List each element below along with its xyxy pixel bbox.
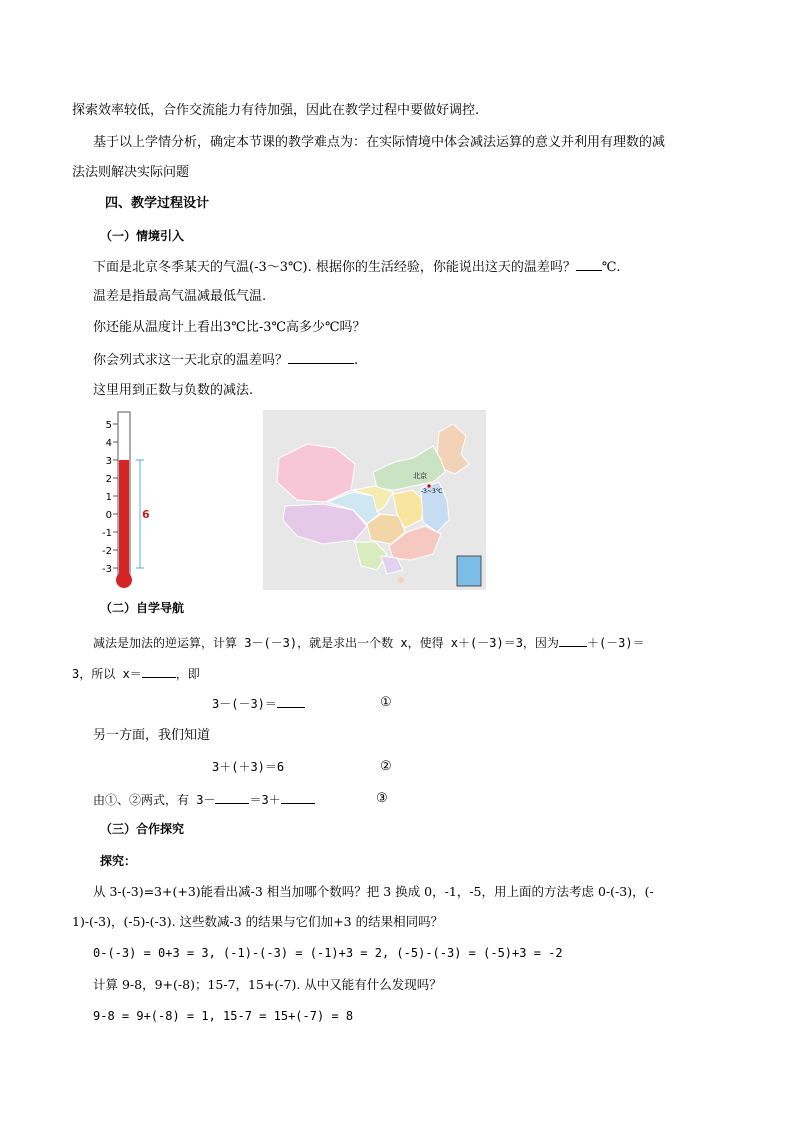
answer-blank — [215, 789, 249, 804]
paragraph-line — [93, 256, 621, 278]
paragraph-line: 从 3-(-3)=3+(+3)能看出减-3 相当加哪个数吗？把 3 换成 0，-1，-5，用上面的方法考虑 0-(-3)，(- — [93, 884, 654, 899]
thermometer-figure — [98, 408, 168, 590]
text: ＝3＋ — [249, 793, 281, 807]
thermometer-mercury — [119, 460, 129, 578]
text: ，即 — [175, 667, 200, 681]
south-sea-inset — [457, 556, 481, 586]
paragraph-line: 1)-(-3)，(-5)-(-3). 这些数减-3 的结果与它们加+3 的结果相同吗？ — [72, 914, 444, 929]
paragraph-line — [93, 349, 358, 371]
calculation-line: 0-(-3) = 0+3 = 3, (-1)-(-3) = (-1)+3 = 2, (-5)-(-3) = (-5)+3 = -2 — [93, 946, 563, 960]
equation — [212, 693, 305, 714]
paragraph-line: 计算 9-8，9+(-8)；15-7，15+(-7). 从中又能有什么发现吗？ — [93, 977, 442, 992]
thermometer-tick-label: 0 — [105, 510, 112, 521]
text: ℃. — [601, 260, 621, 275]
thermometer-tick-label: -2 — [102, 546, 112, 557]
thermometer-tick-label: -1 — [102, 528, 112, 539]
text: 由①、②两式，有 3－ — [93, 793, 216, 807]
thermometer-tick-label: 5 — [105, 420, 112, 431]
paragraph-line — [93, 632, 645, 653]
text: ＋(－3)＝ — [586, 636, 645, 650]
answer-blank — [576, 256, 602, 271]
region-xinjiang — [277, 444, 355, 502]
map-drawing — [263, 410, 486, 590]
paragraph-line: 基于以上学情分析，确定本节课的教学难点为：在实际情境中体会减法运算的意义并利用有理数的减 — [93, 135, 666, 150]
answer-blank — [288, 349, 354, 364]
equation-number: ① — [380, 695, 392, 710]
island-hainan — [398, 577, 404, 583]
text: 下面是北京冬季某天的气温(-3～3℃). 根据你的生活经验，你能说出这天的温差吗？ — [93, 260, 576, 275]
paragraph-line: 法法则解决实际问题 — [72, 165, 190, 180]
equation: 3＋(＋3)＝6 — [212, 760, 285, 774]
calculation-line: 9-8 = 9+(-8) = 1, 15-7 = 15+(-7) = 8 — [93, 1009, 354, 1023]
text: 减法是加法的逆运算，计算 3－(－3)，就是求出一个数 x，使得 x＋(－3)＝3，因为 — [93, 636, 559, 650]
thermometer-tick-label: -3 — [102, 564, 112, 575]
china-map-figure — [263, 410, 486, 590]
section-heading: 四、教学过程设计 — [105, 196, 210, 211]
answer-blank — [559, 632, 587, 647]
paragraph-line — [93, 789, 315, 810]
thermometer-tick-label: 1 — [105, 492, 112, 503]
city-temperature: -3~3℃ — [421, 488, 443, 495]
subsection-heading: （二）自学导航 — [100, 601, 185, 615]
thermometer-tick-label: 3 — [105, 456, 112, 467]
paragraph-line: 你还能从温度计上看出3℃比-3℃高多少℃吗？ — [93, 320, 366, 335]
equation-number: ③ — [376, 791, 388, 806]
paragraph-line: 探索效率较低，合作交流能力有待加强，因此在教学过程中要做好调控. — [72, 103, 480, 118]
difference-label: 6 — [142, 508, 150, 521]
text: 3，所以 x＝ — [72, 667, 142, 681]
explore-label: 探究： — [100, 854, 137, 868]
paragraph-line: 另一方面，我们知道 — [93, 728, 211, 743]
text: 3－(－3)＝ — [212, 697, 277, 711]
answer-blank — [281, 789, 315, 804]
subsection-heading: （三）合作探究 — [100, 822, 185, 836]
answer-blank — [142, 663, 176, 678]
equation-number: ② — [380, 759, 392, 774]
text: . — [354, 353, 359, 368]
paragraph-line: 这里用到正数与负数的减法. — [93, 383, 254, 398]
subsection-heading: （一）情境引入 — [100, 229, 185, 243]
paragraph-line: 温差是指最高气温减最低气温. — [93, 289, 267, 304]
thermometer-tick-label: 2 — [105, 474, 112, 485]
thermometer-tick-label: 4 — [105, 438, 112, 449]
thermometer-bulb — [116, 572, 132, 588]
text: 你会列式求这一天北京的温差吗？ — [93, 353, 289, 368]
city-label: 北京 — [413, 472, 427, 480]
paragraph-line — [72, 663, 200, 684]
answer-blank — [277, 693, 305, 708]
